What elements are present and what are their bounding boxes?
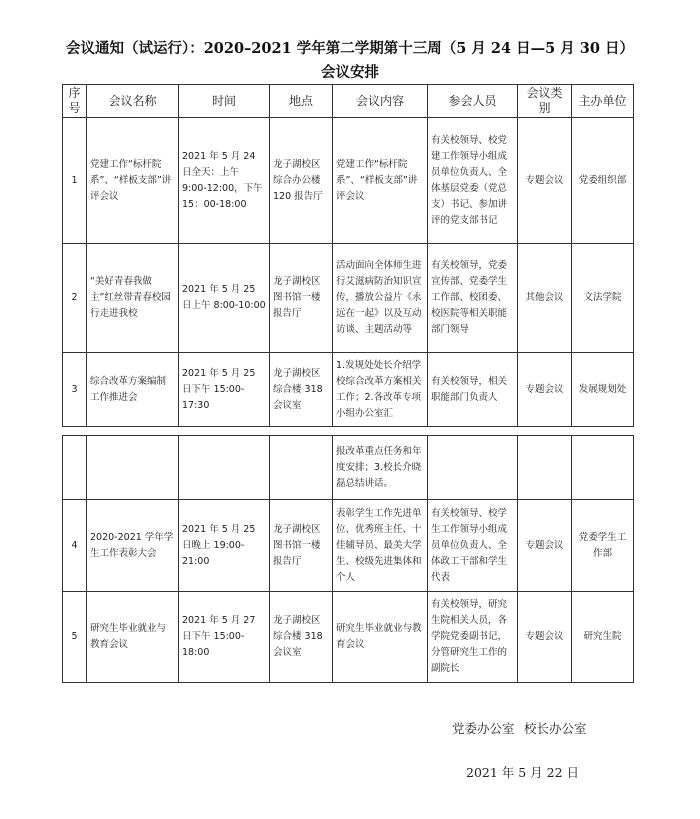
meeting-table-page1: [62, 84, 634, 427]
row-category: 专题会议: [518, 592, 572, 683]
header-category: 会议类别: [518, 85, 572, 118]
row-category: 其他会议: [518, 244, 572, 353]
row-attendees: 有关校领导，党委宣传部、党委学生工作部、校团委、校医院等相关职能部门领导: [428, 244, 518, 353]
row-content: 表彰学生工作先进单位、优秀班主任、十佳辅导员、最美大学生、校级先进集体和个人: [333, 500, 428, 592]
issue-date: 2021 年 5 月 22 日: [466, 765, 580, 780]
row-attendees: 有关校领导、校党建工作领导小组成员单位负责人、全体基层党委（党总支）书记、参加讲评的党支部书记: [428, 118, 518, 244]
header-row: [63, 85, 634, 118]
row-no: 4: [63, 500, 87, 592]
continued-row: [63, 436, 634, 500]
table-row: [63, 118, 634, 244]
row-place: 龙子湖校区图书馆一楼报告厅: [270, 500, 333, 592]
row-place: 龙子湖校区综合办公楼 120 报告厅: [270, 118, 333, 244]
signature-party-office: 党委办公室: [452, 721, 515, 736]
row-name: 综合改革方案编制工作推进会: [87, 353, 179, 427]
row-place: 龙子湖校区综合楼 318 会议室: [270, 592, 333, 683]
row-time: 2021 年 5 月 25 日晚上 19:00-21:00: [179, 500, 270, 592]
row-time: 2021 年 5 月 25 日上午 8:00-10:00: [179, 244, 270, 353]
header-host: 主办单位: [572, 85, 634, 118]
signature-president-office: 校长办公室: [524, 721, 587, 736]
meeting-table-page2: [62, 435, 634, 683]
continued-content: 报改革重点任务和年度安排；3.校长介晓磊总结讲话。: [333, 436, 428, 500]
notice-subtitle: 会议安排: [321, 64, 379, 81]
table-row: [63, 592, 634, 683]
row-host: 党委学生工作部: [572, 500, 634, 592]
row-name: 研究生毕业就业与教育会议: [87, 592, 179, 683]
row-time: 2021 年 5 月 25 日下午 15:00-17:30: [179, 353, 270, 427]
row-content: 1.发规处处长介绍学校综合改革方案相关工作；2.各改革专项小组办公室汇: [333, 353, 428, 427]
table-row: [63, 353, 634, 427]
row-place: 龙子湖校区图书馆一楼报告厅: [270, 244, 333, 353]
header-content: 会议内容: [333, 85, 428, 118]
row-category: 专题会议: [518, 500, 572, 592]
header-name: 会议名称: [87, 85, 179, 118]
row-name: “美好青春我做主”红丝带青春校园行走进我校: [87, 244, 179, 353]
header-time: 时间: [179, 85, 270, 118]
row-host: 发展规划处: [572, 353, 634, 427]
row-attendees: 有关校领导，研究生院相关人员，各学院党委副书记，分管研究生工作的副院长: [428, 592, 518, 683]
row-attendees: 有关校领导、校学生工作领导小组成员单位负责人、全体政工干部和学生代表: [428, 500, 518, 592]
row-category: 专题会议: [518, 353, 572, 427]
table-row: [63, 244, 634, 353]
row-no: 3: [63, 353, 87, 427]
header-no: 序号: [63, 85, 87, 118]
row-no: 2: [63, 244, 87, 353]
table-row: [63, 500, 634, 592]
header-place: 地点: [270, 85, 333, 118]
row-name: 2020-2021 学年学生工作表彰大会: [87, 500, 179, 592]
row-no: 5: [63, 592, 87, 683]
row-attendees: 有关校领导，相关职能部门负责人: [428, 353, 518, 427]
row-content: 研究生毕业就业与教育会议: [333, 592, 428, 683]
row-name: 党建工作“标杆院系”、“样板支部”讲评会议: [87, 118, 179, 244]
row-time: 2021 年 5 月 24 日全天：上午 9:00-12:00，下午 15：00-18:00: [179, 118, 270, 244]
row-time: 2021 年 5 月 27 日下午 15:00-18:00: [179, 592, 270, 683]
row-host: 文法学院: [572, 244, 634, 353]
row-content: 党建工作“标杆院系”、“样板支部”讲评会议: [333, 118, 428, 244]
row-place: 龙子湖校区综合楼 318 会议室: [270, 353, 333, 427]
row-category: 专题会议: [518, 118, 572, 244]
notice-title: 会议通知（试运行）：2020–2021 学年第二学期第十三周（5 月 24 日—5 月 30 日）: [65, 40, 635, 57]
row-host: 研究生院: [572, 592, 634, 683]
row-host: 党委组织部: [572, 118, 634, 244]
row-no: 1: [63, 118, 87, 244]
header-attendees: 参会人员: [428, 85, 518, 118]
row-content: 活动面向全体师生进行艾滋病防治知识宣传，播放公益片《永远在一起》以及互动访谈、主题活动等: [333, 244, 428, 353]
